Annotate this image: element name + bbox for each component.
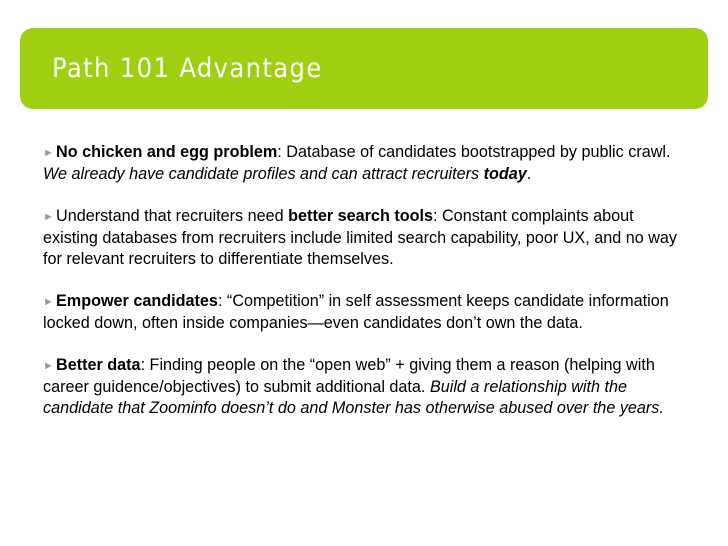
bullet-pre: Understand that recruiters need (56, 207, 289, 225)
bullet-text: : “Competition” in self assessment keeps candidate information locked down, often inside companies—even candidates don’t own the data. (43, 292, 669, 332)
bullet-bold: better search tools (288, 207, 433, 225)
bullet-text: : Database of candidates bootstrapped by public crawl. (277, 143, 671, 161)
bullet-arrow-icon: ► (43, 360, 54, 372)
bullet-item (43, 355, 683, 419)
bullet-arrow-icon: ► (43, 211, 54, 223)
bullet-lead: No chicken and egg problem (56, 143, 278, 161)
bullet-item (43, 142, 683, 185)
bullet-list (43, 142, 683, 440)
bullet-lead: Empower candidates (56, 292, 218, 310)
bullet-tail: . (526, 165, 532, 183)
bullet-text: : Finding people on the “open web” + giving them a reason (helping with career guidence/objectives) to submit additional data. (43, 356, 655, 396)
bullet-emphasis-bold: today (483, 165, 527, 183)
bullet-arrow-icon: ► (43, 296, 54, 308)
bullet-arrow-icon: ► (43, 147, 54, 159)
bullet-emphasis: We already have candidate profiles and can attract recruiters (43, 165, 484, 183)
bullet-text: : Constant complaints about existing databases from recruiters include limited search capability, poor UX, and no way for relevant recruiters to differentiate themselves. (43, 207, 678, 268)
bullet-item (43, 291, 683, 334)
slide-title: Path 101 Advantage (52, 53, 323, 84)
bullet-emphasis: Build a relationship with the candidate that Zoominfo doesn’t do and Monster has otherwise abused over the years. (43, 378, 664, 417)
bullet-lead: Better data (56, 356, 141, 374)
bullet-item (43, 206, 683, 270)
